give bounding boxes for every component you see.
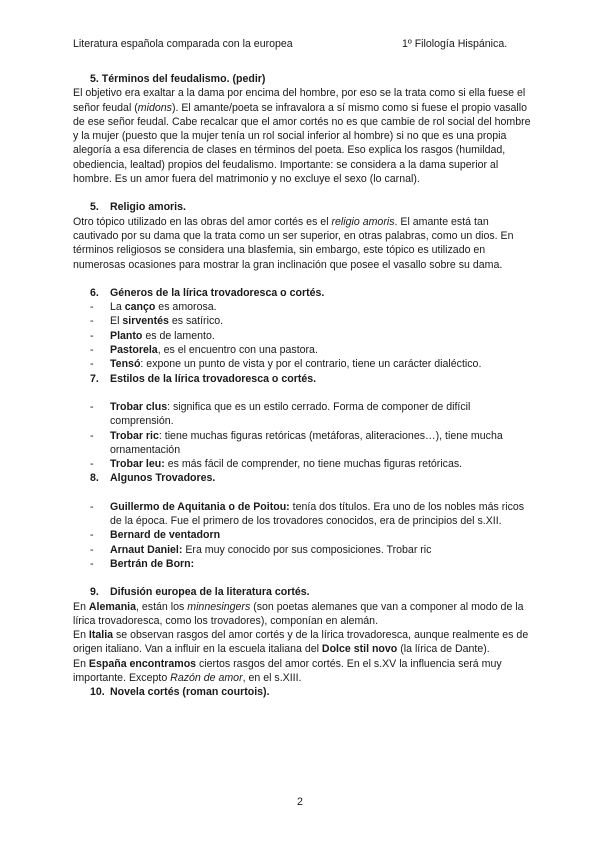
paragraph-italia: En Italia se observan rasgos del amor cortés y de la lírica trovadoresca, aunque realmente es de origen italiano. Van a influir en la escuela italiana del Dolce stil novo (la lírica de Dante).: [73, 629, 529, 656]
section-heading-trovadores: [73, 471, 533, 485]
section-number: 8.: [90, 472, 99, 485]
section-number: 7.: [90, 372, 99, 385]
text-run: ). El amante/poeta se infravalora a sí mismo como si fuese el propio vasallo de ese señor feudal. Cabe recalcar que el amor cortés no es que cambie de rol social del hombre y la mujer (puesto que la mujer tenía un rol social inferior al hombre) si no que es una propia alegoría a esa diferencia de clases en términos del poeta. Eso explica los rasgos (humildad, obediencia, lealtad) propios del feudalismo. Importante: se considera a la dama superior al hombre. Es un amor fuera del matrimonio y no excluye el sexo (lo carnal).: [73, 101, 531, 186]
section-heading-religio: [73, 200, 533, 214]
list-item: - Trobar leu: es más fácil de comprender, no tiene muchas figuras retóricas.: [90, 458, 463, 471]
section-title: Novela cortés (roman courtois).: [110, 686, 270, 699]
paragraph-feudalismo: [73, 86, 533, 186]
document-body: [73, 72, 533, 700]
section-heading-difusion: [73, 585, 533, 599]
section-heading-generos: [73, 286, 533, 300]
section-title: Géneros de la lírica trovadoresca o cortés.: [110, 286, 325, 299]
term-midons: midons: [137, 101, 172, 114]
section-title: Estilos de la lírica trovadoresca o cortés.: [110, 372, 317, 385]
list-item: - Bertrán de Born:: [90, 557, 195, 570]
header-degree: 1º Filología Hispánica.: [402, 38, 508, 50]
text-run: Otro tópico utilizado en las obras del amor cortés es el: [73, 215, 332, 228]
list-item: - Planto es de lamento.: [90, 329, 215, 342]
section-title: Algunos Trovadores.: [110, 472, 216, 485]
section-heading-estilos: [73, 372, 533, 386]
list-item: - Trobar ric: tiene muchas figuras retóricas (metáforas, aliteraciones…), tiene mucha ornamentación: [90, 429, 503, 456]
text-run: El objetivo era exaltar a la dama por encima del hombre, por eso se la trata como si ella fuese el señor feudal (: [73, 87, 526, 114]
list-item: - Tensó: expone un punto de vista y por el contrario, tiene un carácter dialéctico.: [90, 358, 482, 371]
section-number: 9.: [90, 586, 99, 599]
paragraph-alemania: En Alemania, están los minnesingers (son poetas alemanes que van a componer al modo de la lírica trovadoresca, como los trovadores), componían en alemán.: [73, 600, 524, 627]
section-number: 6.: [90, 286, 99, 299]
paragraph-religio: [73, 215, 533, 272]
list-item: - Pastorela, es el encuentro con una pastora.: [90, 344, 318, 357]
page-number: 2: [297, 796, 303, 808]
list-item: - Trobar clus: significa que es un estilo cerrado. Forma de componer de difícil comprensión.: [90, 400, 471, 428]
list-item: - La canço es amorosa.: [90, 301, 217, 314]
section-title: Religio amoris.: [110, 201, 186, 214]
list-item: - Bernard de ventadorn: [90, 529, 221, 542]
list-item: - Arnaut Daniel: Era muy conocido por sus composiciones. Trobar ric: [90, 543, 432, 556]
section-number: 10.: [90, 686, 105, 699]
text-run: . El amante está tan cautivado por su dama que la trata como un ser superior, en otras palabras, como un dios. En términos religiosos se considera una blasfemia, sin embargo, este tópico es utilizado en numerosas ocasiones para mostrar la gran inclinación que posee el vasallo sobre su dama.: [73, 215, 514, 271]
section-heading-novela: [73, 685, 533, 699]
list-item: - Guillermo de Aquitania o de Poitou: tenía dos títulos. Era uno de los nobles más ricos de la época. Fue el primero de los trovadores conocidos, era de principios del s.XII.: [90, 500, 525, 528]
section-heading-feudalismo: 5. Términos del feudalismo. (pedir): [90, 73, 266, 85]
paragraph-espana: En España encontramos ciertos rasgos del amor cortés. En el s.XV la influencia será muy importante. Excepto Razón de amor, en el s.XIII.: [73, 657, 502, 684]
term-religio-amoris: religio amoris: [331, 215, 395, 228]
header-course-title: Literatura española comparada con la europea: [73, 38, 293, 50]
list-item: - El sirventés es satírico.: [90, 315, 224, 328]
section-title: Difusión europea de la literatura cortés.: [110, 586, 310, 599]
section-number: 5.: [90, 201, 99, 214]
